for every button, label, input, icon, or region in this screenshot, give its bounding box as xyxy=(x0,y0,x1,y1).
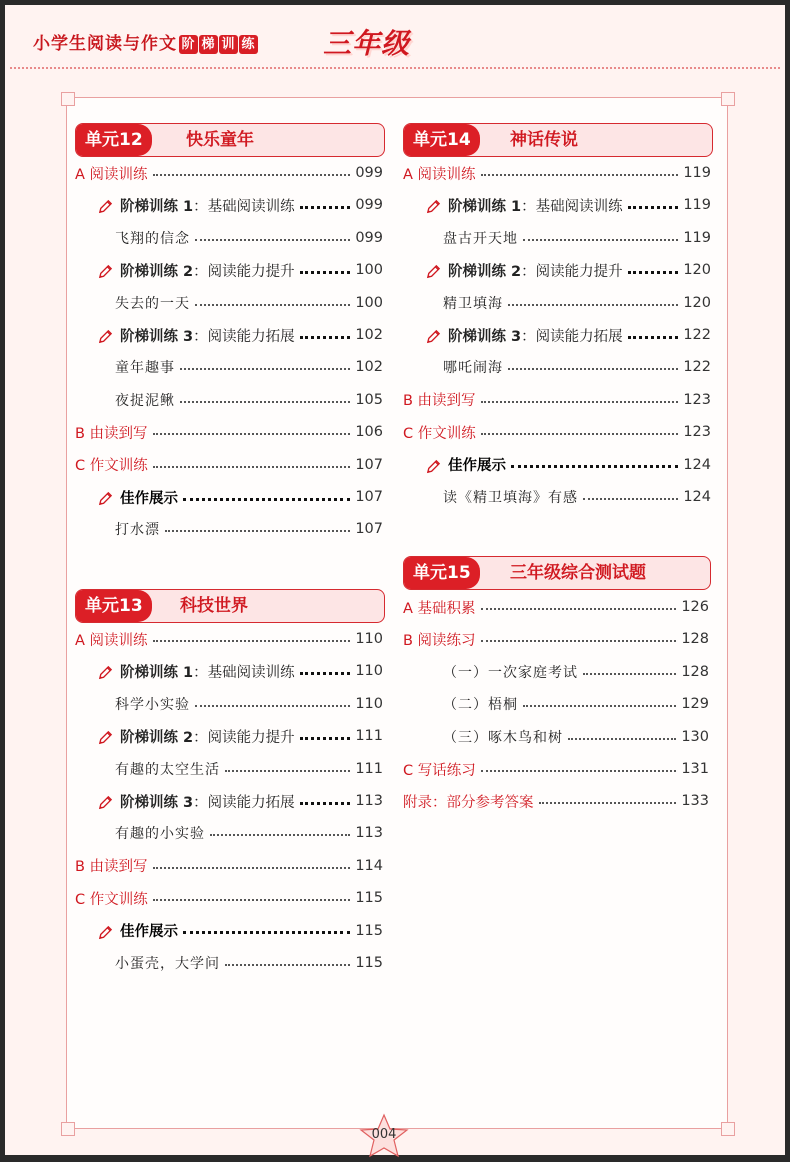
toc-entry-title: 读《精卫填海》有感 xyxy=(443,490,578,506)
toc-section xyxy=(75,420,383,444)
page-number: 004 xyxy=(371,1127,397,1142)
toc-entry-title: 阶梯训练 1：基础阅读训练 xyxy=(425,195,623,216)
dot-leader xyxy=(481,608,677,610)
toc-entry-title: C 作文训练 xyxy=(403,425,476,442)
toc-article xyxy=(115,821,383,845)
toc-entry-title: 佳作展示 xyxy=(97,920,178,941)
dot-leader xyxy=(210,834,350,836)
dot-leader xyxy=(628,206,679,209)
dot-leader xyxy=(153,174,351,176)
page-ref: 120 xyxy=(683,262,711,279)
pencil-icon xyxy=(97,729,114,746)
page-ref: 110 xyxy=(355,663,383,680)
pencil-icon xyxy=(425,328,442,345)
toc-entry-title: A 阅读训练 xyxy=(403,166,476,183)
dot-leader xyxy=(481,174,679,176)
toc-ladder xyxy=(425,193,711,217)
toc-showcase xyxy=(97,919,383,943)
page-ref: 113 xyxy=(355,793,383,809)
page-ref: 119 xyxy=(683,197,711,214)
page-ref: 115 xyxy=(355,955,383,971)
dot-leader xyxy=(628,336,679,339)
page-ref: 128 xyxy=(681,663,709,680)
pencil-icon xyxy=(97,794,114,811)
grade-label: 三年级 xyxy=(323,27,411,60)
page-ref: 123 xyxy=(683,391,711,408)
toc-article xyxy=(115,291,383,315)
toc-ladder xyxy=(97,724,383,748)
unit-number: 单元13 xyxy=(76,590,152,622)
toc-article xyxy=(115,517,383,541)
dot-leader xyxy=(511,465,678,468)
page-ref: 133 xyxy=(681,793,709,810)
unit-number: 单元15 xyxy=(404,557,480,589)
dot-leader xyxy=(300,206,351,209)
toc-entry-title: 有趣的小实验 xyxy=(115,826,205,843)
toc-entry-title: 哪吒闹海 xyxy=(443,360,503,377)
page-ref: 131 xyxy=(681,761,709,777)
toc-entry-title: 小蛋壳，大学问 xyxy=(115,956,220,972)
unit-title: 神话传说 xyxy=(510,130,578,150)
dot-leader xyxy=(300,802,351,805)
dot-leader xyxy=(300,737,351,740)
dot-leader xyxy=(153,433,351,435)
page-ref: 124 xyxy=(683,456,711,473)
dot-leader xyxy=(300,672,351,675)
page-ref: 099 xyxy=(355,165,383,181)
toc-entry-title: 夜捉泥鳅 xyxy=(115,392,175,409)
toc-entry-title: （二）梧桐 xyxy=(443,697,518,714)
toc-entry-title: A 基础积累 xyxy=(403,600,476,617)
dot-leader xyxy=(225,770,350,772)
pencil-icon xyxy=(97,198,114,215)
dot-leader xyxy=(568,738,676,740)
pencil-icon xyxy=(97,328,114,345)
toc-article xyxy=(443,692,709,716)
toc-entry-title: 失去的一天 xyxy=(115,295,190,312)
toc-ladder xyxy=(97,193,383,217)
book-title-text: 小学生阅读与作文 xyxy=(33,34,177,54)
boxed-char: 练 xyxy=(239,35,258,54)
page-ref: 120 xyxy=(683,294,711,311)
page-ref: 111 xyxy=(355,760,383,777)
dot-leader xyxy=(165,530,350,532)
toc-section xyxy=(403,595,709,619)
page-ref: 099 xyxy=(355,229,383,246)
toc-article xyxy=(115,757,383,781)
toc-entry-title: B 由读到写 xyxy=(75,859,148,876)
table-of-contents xyxy=(5,5,785,1155)
page-ref: 110 xyxy=(355,695,383,712)
unit-title: 快乐童年 xyxy=(186,130,254,150)
dot-leader xyxy=(153,867,351,869)
page-ref: 119 xyxy=(683,165,711,181)
toc-entry-title: （一）一次家庭考试 xyxy=(443,664,578,681)
dot-leader xyxy=(153,466,351,468)
toc-entry-title: 阶梯训练 2：阅读能力提升 xyxy=(425,260,623,281)
toc-showcase xyxy=(425,453,711,477)
toc-entry-title: 盘古开天地 xyxy=(443,230,518,247)
unit-number: 单元14 xyxy=(404,124,480,156)
pencil-icon xyxy=(97,490,114,507)
toc-entry-title: 阶梯训练 3：阅读能力拓展 xyxy=(425,325,623,346)
dot-leader xyxy=(508,368,678,370)
dot-leader xyxy=(180,401,350,403)
page xyxy=(5,5,785,1155)
toc-entry-title: C 作文训练 xyxy=(75,458,148,475)
boxed-char: 训 xyxy=(219,35,238,54)
toc-showcase xyxy=(97,485,383,509)
toc-ladder xyxy=(425,258,711,282)
page-ref: 114 xyxy=(355,857,383,874)
page-ref: 107 xyxy=(355,489,383,505)
toc-article xyxy=(115,355,383,379)
unit-number: 单元12 xyxy=(76,124,152,156)
dot-leader xyxy=(481,401,679,403)
toc-entry-title: 童年趣事 xyxy=(115,360,175,377)
toc-article xyxy=(115,226,383,250)
toc-appendix xyxy=(403,789,709,813)
toc-ladder xyxy=(97,258,383,282)
page-ref: 102 xyxy=(355,327,383,343)
dot-leader xyxy=(523,705,676,707)
unit-heading xyxy=(403,123,713,157)
toc-section xyxy=(403,388,711,412)
boxed-char: 梯 xyxy=(199,35,218,54)
unit-title: 三年级综合测试题 xyxy=(510,563,646,583)
page-ref: 110 xyxy=(355,631,383,647)
dot-leader xyxy=(183,931,350,934)
page-ref: 128 xyxy=(681,631,709,648)
dot-leader xyxy=(628,271,679,274)
page-ref: 107 xyxy=(355,521,383,538)
page-ref: 100 xyxy=(355,262,383,279)
toc-entry-title: 佳作展示 xyxy=(97,487,178,508)
dot-leader xyxy=(583,498,678,500)
dot-leader xyxy=(481,640,677,642)
pencil-icon xyxy=(425,198,442,215)
toc-entry-title: B 由读到写 xyxy=(403,393,476,410)
toc-entry-title: 阶梯训练 2：阅读能力提升 xyxy=(97,726,295,747)
pencil-icon xyxy=(97,664,114,681)
page-ref: 102 xyxy=(355,359,383,376)
page-ref: 105 xyxy=(355,391,383,408)
toc-entry-title: 有趣的太空生活 xyxy=(115,761,220,778)
toc-article xyxy=(115,388,383,412)
page-ref: 106 xyxy=(355,424,383,441)
toc-article xyxy=(443,355,711,379)
dot-leader xyxy=(195,304,350,306)
dot-leader xyxy=(300,271,351,274)
toc-entry-title: 附录：部分参考答案 xyxy=(403,794,534,811)
toc-entry-title: 打水漂 xyxy=(115,522,160,539)
toc-ladder xyxy=(97,789,383,813)
toc-ladder xyxy=(97,323,383,347)
pencil-icon xyxy=(97,924,114,941)
boxed-char: 阶 xyxy=(179,35,198,54)
toc-section xyxy=(75,886,383,910)
page-ref: 130 xyxy=(681,728,709,745)
toc-article xyxy=(115,692,383,716)
dot-leader xyxy=(225,964,350,966)
dot-leader xyxy=(183,498,350,501)
toc-article xyxy=(443,291,711,315)
page-ref: 111 xyxy=(355,728,383,745)
toc-entry-title: 阶梯训练 3：阅读能力拓展 xyxy=(97,791,295,812)
dot-leader xyxy=(523,239,678,241)
toc-entry-title: 飞翔的信念 xyxy=(115,230,190,247)
dot-leader xyxy=(481,770,677,772)
dot-leader xyxy=(195,239,350,241)
page-ref: 100 xyxy=(355,294,383,311)
page-ref: 107 xyxy=(355,456,383,473)
unit-title: 科技世界 xyxy=(180,596,248,616)
toc-entry-title: 阶梯训练 3：阅读能力拓展 xyxy=(97,325,295,346)
toc-section xyxy=(403,757,709,781)
page-ref: 113 xyxy=(355,825,383,842)
page-ref: 124 xyxy=(683,489,711,505)
dot-leader xyxy=(153,640,351,642)
toc-entry-title: 阶梯训练 1：基础阅读训练 xyxy=(97,661,295,682)
toc-entry-title: 佳作展示 xyxy=(425,454,506,475)
toc-entry-title: C 作文训练 xyxy=(75,891,148,908)
dot-leader xyxy=(539,802,677,804)
pencil-icon xyxy=(425,263,442,280)
dot-leader xyxy=(180,368,350,370)
page-ref: 119 xyxy=(683,229,711,246)
toc-entry-title: （三）啄木鸟和树 xyxy=(443,729,563,746)
toc-article xyxy=(443,660,709,684)
page-ref: 115 xyxy=(355,890,383,907)
pencil-icon xyxy=(425,458,442,475)
unit-heading xyxy=(403,556,711,590)
toc-article xyxy=(443,226,711,250)
toc-section xyxy=(75,453,383,477)
toc-entry-title: B 由读到写 xyxy=(75,425,148,442)
dot-leader xyxy=(300,336,351,339)
toc-article xyxy=(115,951,383,975)
toc-article xyxy=(443,725,709,749)
toc-article xyxy=(443,485,711,509)
page-ref: 122 xyxy=(683,359,711,376)
toc-entry-title: A 阅读训练 xyxy=(75,632,148,649)
toc-section xyxy=(75,161,383,185)
unit-heading xyxy=(75,123,385,157)
pencil-icon xyxy=(97,263,114,280)
dot-leader xyxy=(481,433,679,435)
toc-entry-title: A 阅读训练 xyxy=(75,166,148,183)
toc-section xyxy=(75,854,383,878)
page-ref: 123 xyxy=(683,424,711,441)
toc-entry-title: 阶梯训练 1：基础阅读训练 xyxy=(97,195,295,216)
toc-entry-title: 精卫填海 xyxy=(443,295,503,312)
toc-entry-title: C 写话练习 xyxy=(403,762,476,779)
unit-heading xyxy=(75,589,385,623)
toc-entry-title: B 阅读练习 xyxy=(403,632,476,649)
dot-leader xyxy=(195,705,350,707)
page-ref: 099 xyxy=(355,197,383,214)
toc-section xyxy=(403,161,711,185)
toc-ladder xyxy=(97,659,383,683)
dot-leader xyxy=(583,673,676,675)
toc-section xyxy=(403,420,711,444)
toc-ladder xyxy=(425,323,711,347)
toc-entry-title: 阶梯训练 2：阅读能力提升 xyxy=(97,260,295,281)
page-ref: 122 xyxy=(683,327,711,343)
page-ref: 126 xyxy=(681,599,709,615)
page-ref: 129 xyxy=(681,696,709,713)
dot-leader xyxy=(153,899,351,901)
page-ref: 115 xyxy=(355,922,383,939)
toc-entry-title: 科学小实验 xyxy=(115,696,190,713)
dot-leader xyxy=(508,304,678,306)
toc-section xyxy=(403,627,709,651)
toc-section xyxy=(75,627,383,651)
